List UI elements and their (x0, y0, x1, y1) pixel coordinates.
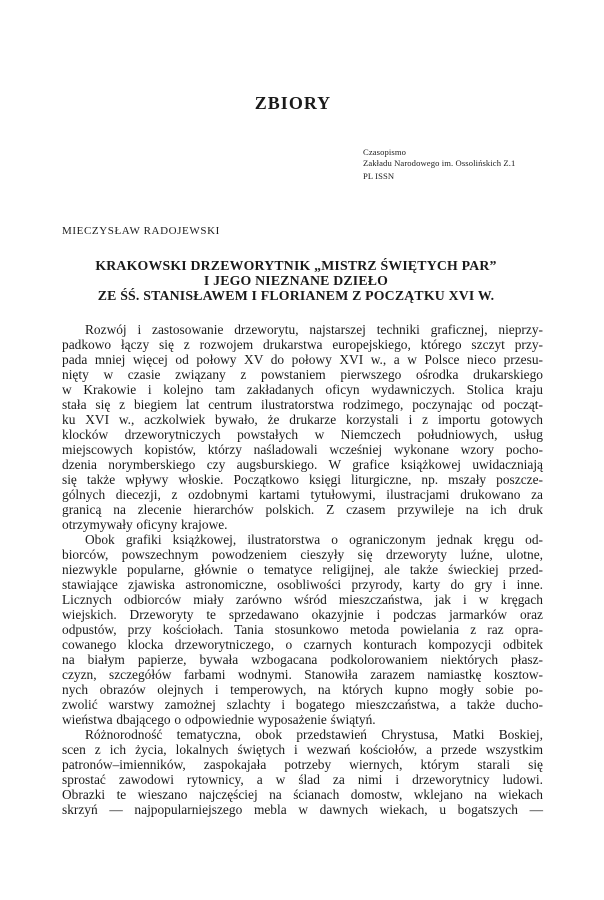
text-line: klocków drzeworytniczych powstałych w Niemczech południowych, usług (62, 427, 543, 442)
journal-info (363, 147, 515, 182)
text-line: Obrazki te wieszano najczęściej na ścianach domostw, wklejano na wiekach (62, 787, 543, 802)
text-line: dzenia norymberskiego czy augsburskiego. W grafice książkowej uwidaczniają (62, 457, 543, 472)
text-line: padkowo łączy się z rozwojem drukarstwa europejskiego, którego szczyt przy- (62, 337, 543, 352)
text-line: w Krakowie i kolejno tam zakładanych oficyn wydawniczych. Stolica kraju (62, 382, 543, 397)
text-line: Licznych odbiorców miały zarówno wśród mieszczaństwa, jak i w kręgach (62, 592, 543, 607)
text-line: granicą na zlecenie hierarchów polskich. Z czasem przywileje na ich druk (62, 502, 543, 517)
text-line: patronów–imienników, zaspokajała potrzeby wiernych, którym starali się (62, 757, 543, 772)
text-line: biorców, powszechnym powodzeniem cieszyły się drzeworyty luźne, ulotne, (62, 547, 543, 562)
title-line: KRAKOWSKI DRZEWORYTNIK „MISTRZ ŚWIĘTYCH PAR” (95, 258, 497, 273)
text-line: zwolić warstwy zamożnej szlachty i bogatego mieszczaństwa, a także ducho- (62, 697, 543, 712)
text-line: gólnych diecezji, z ozdobnymi kartami tytułowymi, ilustracjami drukowano za (62, 487, 543, 502)
text-line: Rozwój i zastosowanie drzeworytu, najstarszej techniki graficznej, nieprzy- (85, 322, 543, 337)
paragraph (62, 532, 543, 727)
article-title (62, 258, 530, 303)
article-body (62, 322, 543, 817)
text-line: miejscowych kopistów, którzy naśladowali wcześniej wykonane wzory pocho- (62, 442, 543, 457)
text-line: wieństwa dbającego o odpowiednie wyposażenie świątyń. (62, 712, 376, 727)
text-line: wiejskich. Drzeworyty te sprzedawano okazyjnie i podczas jarmarków oraz (62, 607, 543, 622)
text-line: odpustów, przy kościołach. Tania stosunkowo metoda powielania z raz opra- (62, 622, 543, 637)
section-heading: ZBIORY (254, 93, 332, 113)
text-line: ku XVI w., aczkolwiek bywało, że drukarze korzystali i z importu gotowych (62, 412, 543, 427)
text-line: otrzymywały oficyny krajowe. (62, 517, 228, 532)
text-line: cowanego klocka drzeworytniczego, o czarnych konturach kompozycji odbitek (62, 637, 543, 652)
author-name: MIECZYSŁAW RADOJEWSKI (62, 225, 220, 237)
text-line: na białym papierze, bywała wzbogacana podkolorowaniem niektórych płasz- (62, 652, 543, 667)
paragraph (62, 727, 543, 817)
text-line: czyzn, szczegółów farbami wodnymi. Stanowiła zarazem namiastkę kosztow- (62, 667, 543, 682)
journal-issn-line: PL ISSN (363, 171, 395, 182)
text-line: nięty w czasie związany z powstaniem pierwszego ośrodka drukarskiego (62, 367, 543, 382)
journal-info-line: Zakładu Narodowego im. Ossolińskich Z.1 (363, 157, 516, 168)
text-line: stawiające zjawiska astronomiczne, osobliwości przyrody, karty do gry i inne. (62, 577, 543, 592)
text-line: pada mniej więcej od połowy XV do połowy XVI w., a w Polsce nieco przesu- (62, 352, 543, 367)
text-line: skrzyń — najpopularniejszego mebla w dawnych wiekach, u bogatszych — (62, 802, 543, 817)
text-line: sprostać zawodowi rytownicy, a w ślad za nimi i drzeworytnicy ludowi. (62, 772, 543, 787)
title-line: ZE ŚŚ. STANISŁAWEM I FLORIANEM Z POCZĄTKU XVI W. (97, 288, 495, 303)
text-line: Różnorodność tematyczna, obok przedstawień Chrystusa, Matki Boskiej, (85, 727, 543, 742)
text-line: nych obrazów olejnych i temperowych, na których kupno mogły sobie po- (62, 682, 543, 697)
text-line: się także wpływy włoskie. Początkowo księgi liturgiczne, np. mszały poszcze- (62, 472, 543, 487)
paragraph (62, 322, 543, 532)
text-line: stała się z biegiem lat centrum ilustratorstwa rodzimego, poczynając od począt- (62, 397, 543, 412)
title-line: I JEGO NIEZNANE DZIEŁO (203, 273, 389, 288)
text-line: Obok grafiki książkowej, ilustratorstwa o ograniczonym jednak kręgu od- (85, 532, 543, 547)
text-line: scen z ich życia, lokalnych świętych i wezwań kościołów, a przede wszystkim (62, 742, 543, 757)
text-line: niezwykle popularne, głównie o tematyce religijnej, ale także świeckiej przed- (62, 562, 543, 577)
journal-info-line: Czasopismo (363, 147, 407, 157)
